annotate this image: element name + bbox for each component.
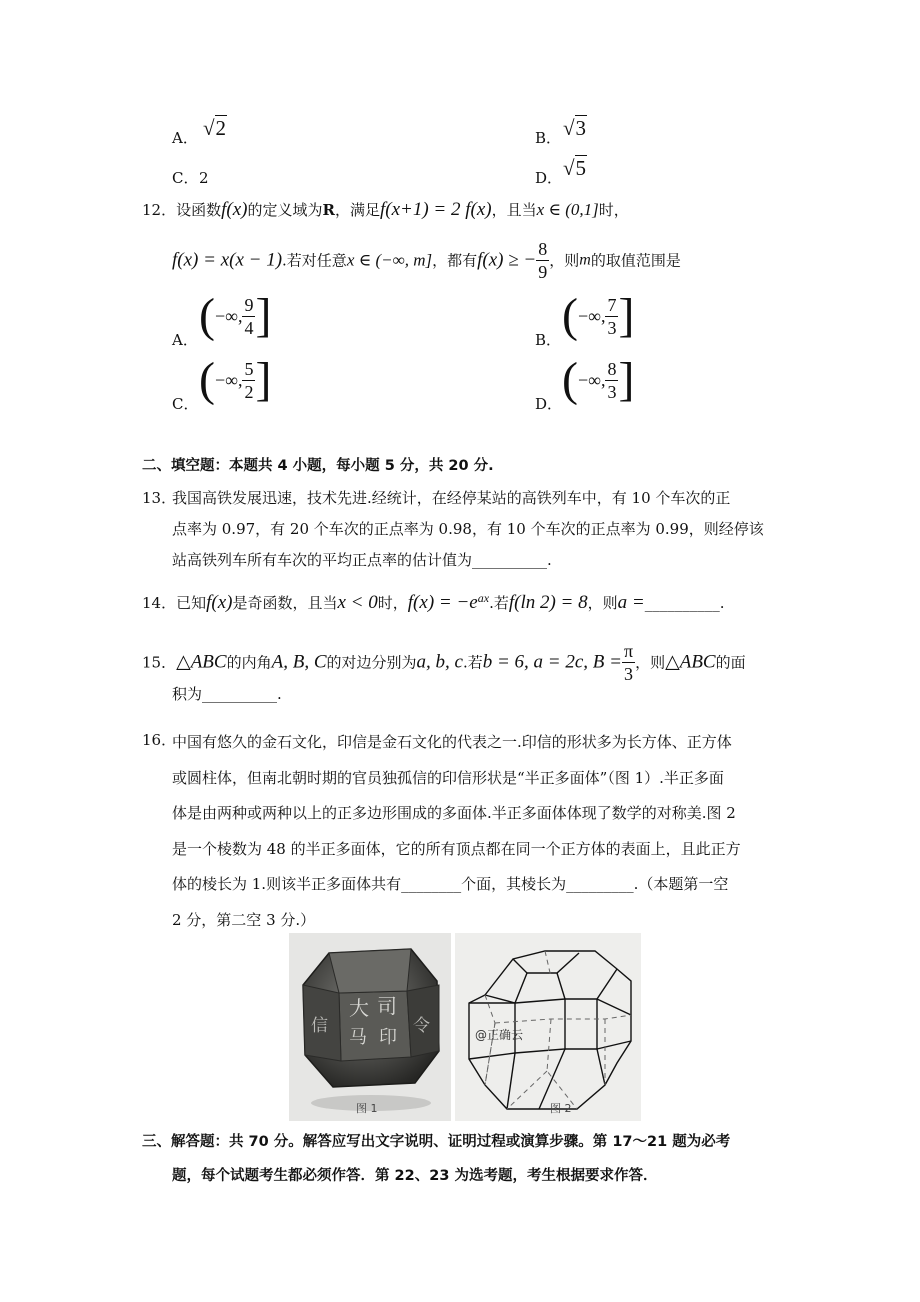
q12-text: ，且当: [491, 201, 537, 219]
q15-given: b = 6, a = 2c, B =: [482, 651, 622, 673]
q12-m: m: [579, 251, 591, 269]
q12-text: ，则: [549, 251, 580, 270]
figure-1-seal-photo: [289, 933, 451, 1121]
figure-2-label: 图 2: [550, 1102, 572, 1115]
interval-lead: −∞,: [214, 305, 243, 326]
interval-fraction: [605, 358, 618, 403]
fraction-denominator: 2: [244, 381, 254, 402]
seal-char-2: 司: [377, 994, 397, 1018]
fraction-numerator: 7: [607, 294, 617, 315]
q15-text: .若: [462, 653, 483, 672]
interval-lead: −∞,: [577, 369, 606, 390]
q14-condition: x < 0: [337, 592, 378, 613]
q11-option-a-letter: A．: [172, 129, 198, 147]
q12-domain: x ∈ (0,1]: [536, 200, 599, 219]
q12-text: .若对任意: [282, 251, 347, 270]
q16-line: 体是由两种或两种以上的正多边形围成的多面体.半正多面体体现了数学的对称美.图 2: [172, 804, 736, 822]
q15-line1: [142, 640, 746, 688]
q12-option-letter: D．: [535, 395, 563, 413]
q15-sides: a, b, c: [416, 651, 463, 673]
q11-option-c-value: 2: [199, 169, 209, 187]
q11-option-d-letter: D．: [535, 169, 563, 187]
seal-image: [289, 933, 451, 1121]
q16-number: 16．: [142, 731, 177, 749]
q12-option-letter: C．: [172, 395, 199, 413]
q12-fx: f(x): [221, 199, 248, 220]
fraction-numerator: 8: [538, 239, 548, 259]
q15-text: 的对边分别为: [326, 653, 417, 672]
seal-char-1: 大: [349, 996, 369, 1020]
q15-line2: 积为__________.: [172, 685, 282, 703]
q13-text: [172, 483, 784, 576]
q14-definition: f(x) = −e: [407, 592, 478, 613]
fraction-denominator: 9: [538, 262, 548, 282]
q12-line2: [172, 238, 681, 288]
q15-text: 的面: [715, 653, 746, 672]
fraction-denominator: 3: [607, 381, 617, 402]
fraction-denominator: 3: [624, 664, 634, 684]
q14-text: 是奇函数，且当: [232, 594, 338, 612]
q12-range: x ∈ (−∞, m]: [346, 250, 433, 270]
q14-text: .若: [489, 594, 509, 612]
q12-text: 的取值范围是: [590, 251, 681, 270]
q12-definition: f(x) = x(x − 1): [172, 249, 283, 271]
q12-option-letter: B．: [535, 331, 562, 349]
seal-char-5: 信: [311, 1016, 328, 1036]
q12-inequality: f(x) ≥ −: [477, 249, 537, 271]
q14-number: 14．: [142, 594, 177, 612]
q15-number: 15．: [142, 653, 177, 672]
fraction-numerator: 9: [244, 294, 254, 315]
q11-option-d-value: √5: [563, 156, 587, 180]
fraction-numerator: 8: [607, 358, 617, 379]
fraction-denominator: 3: [607, 317, 617, 338]
q12-text: 的定义域为: [247, 201, 323, 219]
q14-text: 已知: [176, 594, 207, 612]
q11-option-a-value: √2: [203, 116, 227, 140]
q14-text: 时，: [377, 594, 408, 612]
q12-text: 时，: [598, 201, 629, 219]
q14-a: a =: [617, 592, 645, 613]
q12-number: 12．: [142, 201, 177, 219]
open-paren: (: [199, 353, 215, 406]
q12-real-set: R: [322, 201, 335, 219]
fraction-numerator: 5: [244, 358, 254, 379]
q13-line: 点率为 0.97，有 20 个车次的正点率为 0.98，有 10 个车次的正点率为 0.99，则经停该: [172, 520, 764, 538]
q13-number: 13．: [142, 489, 177, 507]
seal-char-3: 马: [349, 1027, 367, 1048]
interval-lead: −∞,: [214, 369, 243, 390]
watermark-text: @正确云: [475, 1028, 524, 1042]
interval-fraction: [242, 294, 255, 339]
q15-triangle: △ABC: [665, 651, 716, 673]
interval-fraction: [605, 294, 618, 339]
q12-option-interval[interactable]: [199, 289, 272, 342]
q15-triangle: △ABC: [176, 651, 227, 673]
q16-line: 或圆柱体，但南北朝时期的官员独孤信的印信形状是“半正多面体”（图 1）.半正多面: [172, 768, 724, 787]
q15-fraction: [622, 640, 635, 685]
fraction-numerator: π: [624, 641, 634, 661]
q12-text: 设函数: [176, 201, 222, 219]
q12-option-interval[interactable]: [562, 353, 635, 406]
q15-text: ，则: [635, 653, 666, 672]
seal-char-6: 令: [413, 1016, 430, 1036]
section2-heading: 二、填空题：本题共 4 小题，每小题 5 分，共 20 分.: [142, 458, 494, 474]
q14-text: ，则: [587, 594, 618, 612]
q12-condition: f(x+1) = 2 f(x): [379, 199, 492, 220]
q11-option-b-value: √3: [563, 116, 587, 140]
q16-line: 中国有悠久的金石文化，印信是金石文化的代表之一.印信的形状多为长方体、正方体: [172, 733, 732, 751]
section3-line1: 三、解答题：共 70 分。解答应写出文字说明、证明过程或演算步骤。第 17～21 题为必考: [142, 1134, 731, 1150]
fraction-denominator: 4: [244, 317, 254, 338]
q14-blank: __________.: [644, 594, 725, 612]
close-bracket: ]: [255, 289, 272, 342]
q15-angles: A, B, C: [271, 651, 327, 673]
q14-exponent: ax: [477, 591, 490, 605]
q14-fx: f(x): [206, 592, 233, 613]
q12-option-interval[interactable]: [199, 353, 272, 406]
q11-option-c-letter: C．: [172, 169, 199, 187]
open-paren: (: [199, 289, 215, 342]
q11-option-b-letter: B．: [535, 129, 562, 147]
close-bracket: ]: [255, 353, 272, 406]
q12-option-letter: A．: [172, 331, 198, 349]
q15-text: 的内角: [226, 653, 272, 672]
q12-text: ，满足: [334, 201, 380, 219]
q16-line: 是一个棱数为 48 的半正多面体，它的所有顶点都在同一个正方体的表面上，且此正方: [172, 839, 741, 858]
q12-line1: [142, 200, 629, 220]
q13-line: 我国高铁发展迅速，技术先进.经统计，在经停某站的高铁列车中，有 10 个车次的正: [172, 489, 731, 507]
figure-1-label: 图 1: [356, 1102, 378, 1115]
q13-line: 站高铁列车所有车次的平均正点率的估计值为__________.: [172, 551, 552, 569]
close-bracket: ]: [618, 289, 635, 342]
open-paren: (: [562, 289, 578, 342]
figure-2-polyhedron: [455, 933, 641, 1121]
q16-text: [172, 725, 784, 938]
q16-line: 体的棱长为 1.则该半正多面体共有________个面，其棱长为_________.（本题第一空: [172, 875, 729, 893]
q14-line: [142, 588, 725, 613]
q12-text: ，都有: [432, 251, 478, 270]
close-bracket: ]: [618, 353, 635, 406]
seal-char-4: 印: [379, 1027, 397, 1048]
q16-line: 2 分，第二空 3 分.）: [172, 910, 316, 929]
interval-fraction: [242, 358, 255, 403]
polyhedron-diagram: [455, 933, 641, 1121]
q12-fraction: [536, 238, 549, 283]
section3: [142, 1125, 730, 1193]
q12-option-interval[interactable]: [562, 289, 635, 342]
section3-line2: 题，每个试题考生都必须作答．第 22、23 为选考题，考生根据要求作答．: [172, 1168, 658, 1184]
q14-value: f(ln 2) = 8: [508, 592, 588, 613]
open-paren: (: [562, 353, 578, 406]
interval-lead: −∞,: [577, 305, 606, 326]
